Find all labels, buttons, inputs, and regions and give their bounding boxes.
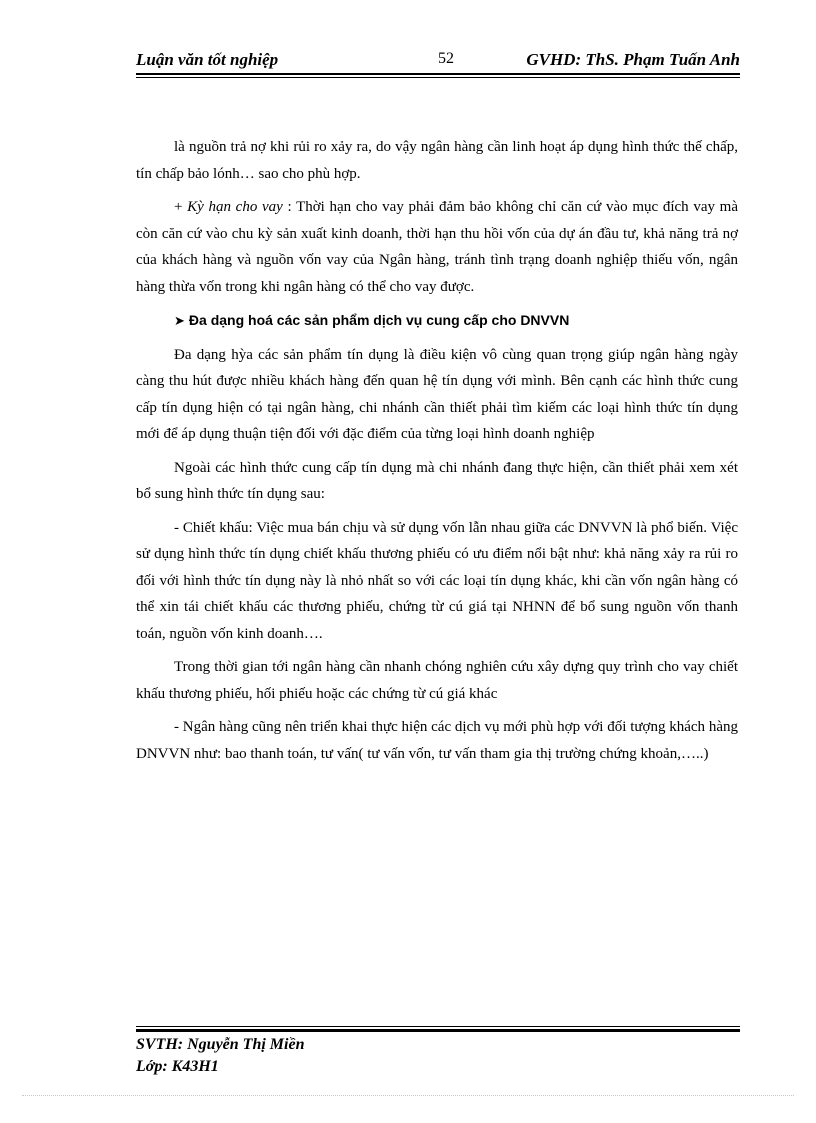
paragraph-2-prefix: + (174, 199, 188, 215)
section-heading (136, 307, 738, 335)
section-heading-text: Đa dạng hoá các sản phẩm dịch vụ cung cấp cho DNVVN (188, 312, 570, 328)
footer-rule-thin (136, 1026, 740, 1027)
paragraph-5: - Chiết khấu: Việc mua bán chịu và sử dụng vốn lẫn nhau giữa các DNVVN là phổ biến. Việc sử dụng hình thức tín dụng chiết khấu thương phiếu có ưu điểm nổi bật như: khả năng xảy ra rủi ro đối với hình thức tín dụng này là nhỏ nhất so với các loại tín dụng khác, khi cần vốn ngân hàng có thể xin tái chiết khấu các thương phiếu, chứng từ cú giá tại NHNN để bổ sung nguồn vốn thanh toán, nguồn vốn kinh doanh…. (136, 519, 738, 642)
term-loan-term: Kỳ hạn cho vay (187, 199, 283, 215)
paragraph-2-text: : Thời hạn cho vay phải đảm bảo không chỉ căn cứ vào mục đích vay mà còn căn cứ vào chu kỳ sản xuất kinh doanh, thời hạn thu hồi vốn của dự án đầu tư, khả năng trả nợ của khách hàng và nguồn vốn vay của Ngân hàng, tránh tình trạng doanh nghiệp thiếu vốn, ngân hàng thừa vốn trong khi ngân hàng có thể cho vay được. (136, 199, 738, 295)
footer-author: SVTH: Nguyễn Thị Miền (136, 1036, 305, 1053)
paragraph-6: Trong thời gian tới ngân hàng cần nhanh chóng nghiên cứu xây dựng quy trình cho vay chiết khấu thương phiếu, hối phiếu hoặc các chứng từ cú giá khác (136, 659, 738, 702)
paragraph-7: - Ngân hàng cũng nên triển khai thực hiện các dịch vụ mới phù hợp với đối tượng khách hàng DNVVN như: bao thanh toán, tư vấn( tư vấn vốn, tư vấn tham gia thị trường chứng khoản,…..) (136, 719, 738, 762)
footer-class: Lớp: K43H1 (136, 1058, 219, 1075)
header-thesis-title: Luận văn tốt nghiệp (136, 50, 279, 69)
footer-rule-thick (136, 1029, 740, 1032)
page-footer (136, 1034, 304, 1078)
page-body (136, 134, 738, 774)
page-bottom-dotted-line (22, 1095, 794, 1096)
arrow-bullet-icon: ➤ (174, 313, 185, 328)
header-rule-thick (136, 73, 740, 75)
header-advisor: GVHD: ThS. Phạm Tuấn Anh (526, 50, 740, 69)
paragraph-1: là nguồn trả nợ khi rủi ro xảy ra, do vậy ngân hàng cần linh hoạt áp dụng hình thức thế chấp, tín chấp bảo lónh… sao cho phù hợp. (136, 139, 738, 182)
page-header (136, 48, 740, 72)
page-number: 52 (438, 50, 454, 67)
header-rule-thin (136, 77, 740, 78)
paragraph-2 (136, 194, 738, 300)
paragraph-3: Đa dạng hỳa các sản phẩm tín dụng là điều kiện vô cùng quan trọng giúp ngân hàng ngày càng thu hút được nhiều khách hàng đến quan hệ tín dụng với mình. Bên cạnh các hình thức cung cấp tín dụng hiện có tại ngân hàng, chi nhánh cần thiết phải tìm kiếm các loại hình thức tín dụng mới để áp dụng thuận tiện đối với đặc điểm của từng loại hình doanh nghiệp (136, 346, 738, 442)
paragraph-4: Ngoài các hình thức cung cấp tín dụng mà chi nhánh đang thực hiện, cần thiết phải xem xét bổ sung hình thức tín dụng sau: (136, 459, 738, 502)
